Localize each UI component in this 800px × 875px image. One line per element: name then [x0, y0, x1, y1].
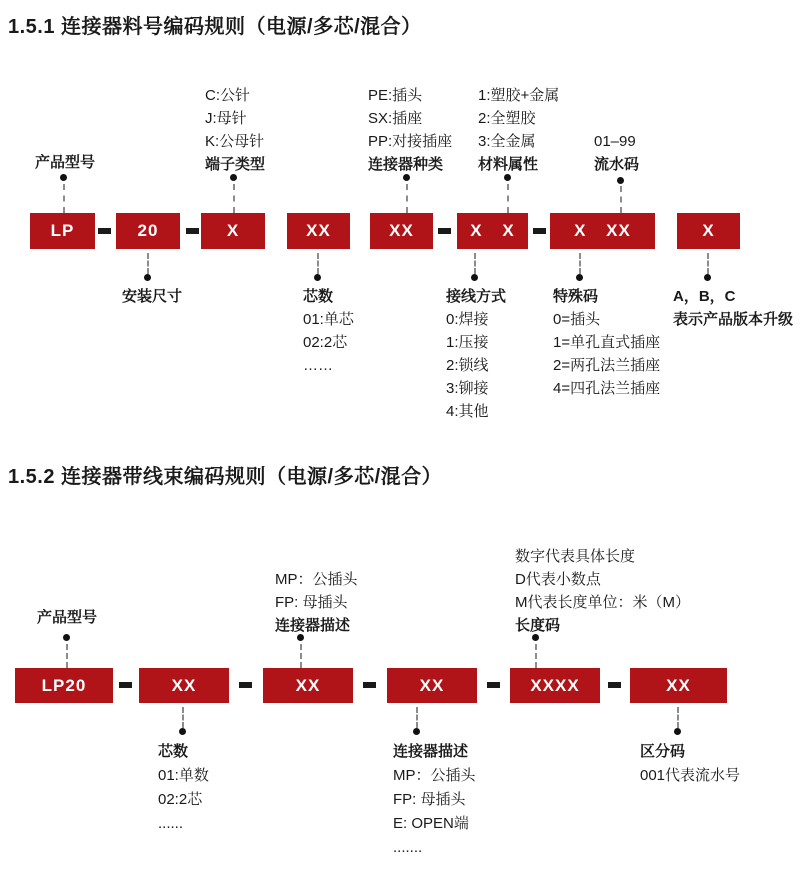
s1-wiring-legend	[446, 285, 506, 423]
legend-title: 芯数	[158, 743, 189, 760]
legend-title: A，B，C	[673, 288, 736, 305]
dash-connector	[438, 228, 451, 234]
legend-line: FP: 母插头	[393, 791, 466, 808]
legend-line: 01–99	[594, 133, 636, 150]
legend-title: 芯数	[303, 288, 334, 305]
legend-line: 4=四孔法兰插座	[553, 380, 661, 397]
leader-dot	[704, 274, 711, 281]
code-box-install-size: 20	[116, 213, 180, 249]
s1-product-model-label: 产品型号	[35, 154, 96, 171]
legend-title: 特殊码	[553, 288, 599, 305]
legend-title: 区分码	[640, 743, 686, 760]
legend-line: .......	[393, 839, 423, 856]
dash-connector	[186, 228, 199, 234]
legend-line: ......	[158, 815, 184, 832]
leader-dot	[60, 174, 67, 181]
code-box-connector-kind: XX	[370, 213, 433, 249]
legend-line: 3:全金属	[478, 133, 536, 150]
leader-line	[147, 253, 149, 274]
legend-title: 连接器种类	[368, 156, 444, 173]
leader-dot	[230, 174, 237, 181]
leader-line	[233, 184, 235, 213]
legend-line: 1:压接	[446, 334, 489, 351]
leader-line	[300, 644, 302, 668]
s1-core-count-legend	[303, 285, 354, 377]
leader-dot	[674, 728, 681, 735]
s2-core-count-legend	[158, 740, 209, 836]
legend-title: 连接器描述	[393, 743, 469, 760]
legend-line: J:母针	[205, 110, 247, 127]
s2-distinguish-code-legend	[640, 740, 740, 788]
section1-title: 1.5.1 连接器料号编码规则（电源/多芯/混合）	[8, 16, 422, 38]
leader-line	[507, 184, 509, 213]
s1-serial-legend	[594, 130, 639, 176]
dash-connector	[363, 682, 376, 688]
legend-line: 1=单孔直式插座	[553, 334, 661, 351]
leader-line	[620, 186, 622, 213]
legend-title: 接线方式	[446, 288, 507, 305]
code-box-version: X	[677, 213, 740, 249]
s1-terminal-type-legend	[205, 84, 265, 176]
leader-line	[63, 184, 65, 213]
leader-dot	[471, 274, 478, 281]
leader-dot	[532, 634, 539, 641]
leader-dot	[297, 634, 304, 641]
leader-line	[535, 644, 537, 668]
legend-line: 2=两孔法兰插座	[553, 357, 661, 374]
legend-line: MP：公插头	[275, 571, 358, 588]
s2-length-code-legend	[515, 545, 690, 637]
s2-product-model-label: 产品型号	[37, 609, 98, 626]
legend-line: M代表长度单位：米（M）	[515, 594, 690, 611]
code-box-product-model-2: LP20	[15, 668, 113, 703]
legend-line: 0=插头	[553, 311, 601, 328]
legend-line: 1:塑胶+金属	[478, 87, 560, 104]
legend-line: E: OPEN端	[393, 815, 469, 832]
leader-dot	[576, 274, 583, 281]
legend-line: 2:锁线	[446, 357, 489, 374]
leader-dot	[413, 728, 420, 735]
leader-dot	[403, 174, 410, 181]
leader-line	[474, 253, 476, 274]
legend-line: 02:2芯	[158, 791, 203, 808]
legend-title: 流水码	[594, 156, 640, 173]
leader-line	[677, 707, 679, 728]
code-box-connector-desc-a: XX	[263, 668, 353, 703]
leader-line	[707, 253, 709, 274]
dash-connector	[608, 682, 621, 688]
code-box-core-count-2: XX	[139, 668, 229, 703]
legend-line: ……	[303, 357, 333, 374]
s1-connector-kind-legend	[368, 84, 452, 176]
legend-line: 01:单芯	[303, 311, 354, 328]
legend-title: 端子类型	[205, 156, 266, 173]
legend-line: 表示产品版本升级	[673, 311, 794, 328]
s2-connector-desc-legend-top	[275, 568, 358, 637]
legend-title: 材料属性	[478, 156, 539, 173]
legend-line: 01:单数	[158, 767, 209, 784]
leader-line	[182, 707, 184, 728]
code-box-product-model: LP	[30, 213, 95, 249]
leader-line	[317, 253, 319, 274]
code-box-wiring-material: X X	[457, 213, 528, 249]
leader-dot	[63, 634, 70, 641]
legend-line: 3:铆接	[446, 380, 489, 397]
dash-connector	[98, 228, 111, 234]
s2-connector-desc-legend-bottom	[393, 740, 476, 860]
legend-line: 2:全塑胶	[478, 110, 536, 127]
leader-line	[579, 253, 581, 274]
code-box-terminal-type: X	[201, 213, 265, 249]
legend-line: K:公母针	[205, 133, 265, 150]
leader-line	[66, 644, 68, 668]
leader-dot	[144, 274, 151, 281]
code-box-length-code: XXXX	[510, 668, 600, 703]
legend-line: 001代表流水号	[640, 767, 741, 784]
legend-line: 0:焊接	[446, 311, 489, 328]
code-box-special-serial: X XX	[550, 213, 655, 249]
legend-line: 数字代表具体长度	[515, 548, 636, 565]
leader-dot	[617, 177, 624, 184]
s1-material-legend	[478, 84, 559, 176]
legend-title: 连接器描述	[275, 617, 351, 634]
section2-title: 1.5.2 连接器带线束编码规则（电源/多芯/混合）	[8, 466, 443, 488]
s1-install-size-label: 安装尺寸	[122, 288, 183, 305]
legend-line: FP: 母插头	[275, 594, 348, 611]
legend-line: SX:插座	[368, 110, 423, 127]
dash-connector	[533, 228, 546, 234]
dash-connector	[239, 682, 252, 688]
legend-line: D代表小数点	[515, 571, 601, 588]
legend-line: PE:插头	[368, 87, 423, 104]
leader-dot	[179, 728, 186, 735]
leader-line	[406, 184, 408, 213]
code-box-core-count: XX	[287, 213, 350, 249]
legend-line: 02:2芯	[303, 334, 348, 351]
legend-line: MP：公插头	[393, 767, 476, 784]
legend-line: 4:其他	[446, 403, 489, 420]
leader-dot	[314, 274, 321, 281]
s1-special-code-legend	[553, 285, 660, 400]
legend-title: 长度码	[515, 617, 561, 634]
code-box-distinguish-code: XX	[630, 668, 727, 703]
code-box-connector-desc-b: XX	[387, 668, 477, 703]
legend-line: PP:对接插座	[368, 133, 453, 150]
leader-line	[416, 707, 418, 728]
dash-connector	[487, 682, 500, 688]
s1-version-legend	[673, 285, 793, 331]
legend-line: C:公针	[205, 87, 251, 104]
dash-connector	[119, 682, 132, 688]
leader-dot	[504, 174, 511, 181]
